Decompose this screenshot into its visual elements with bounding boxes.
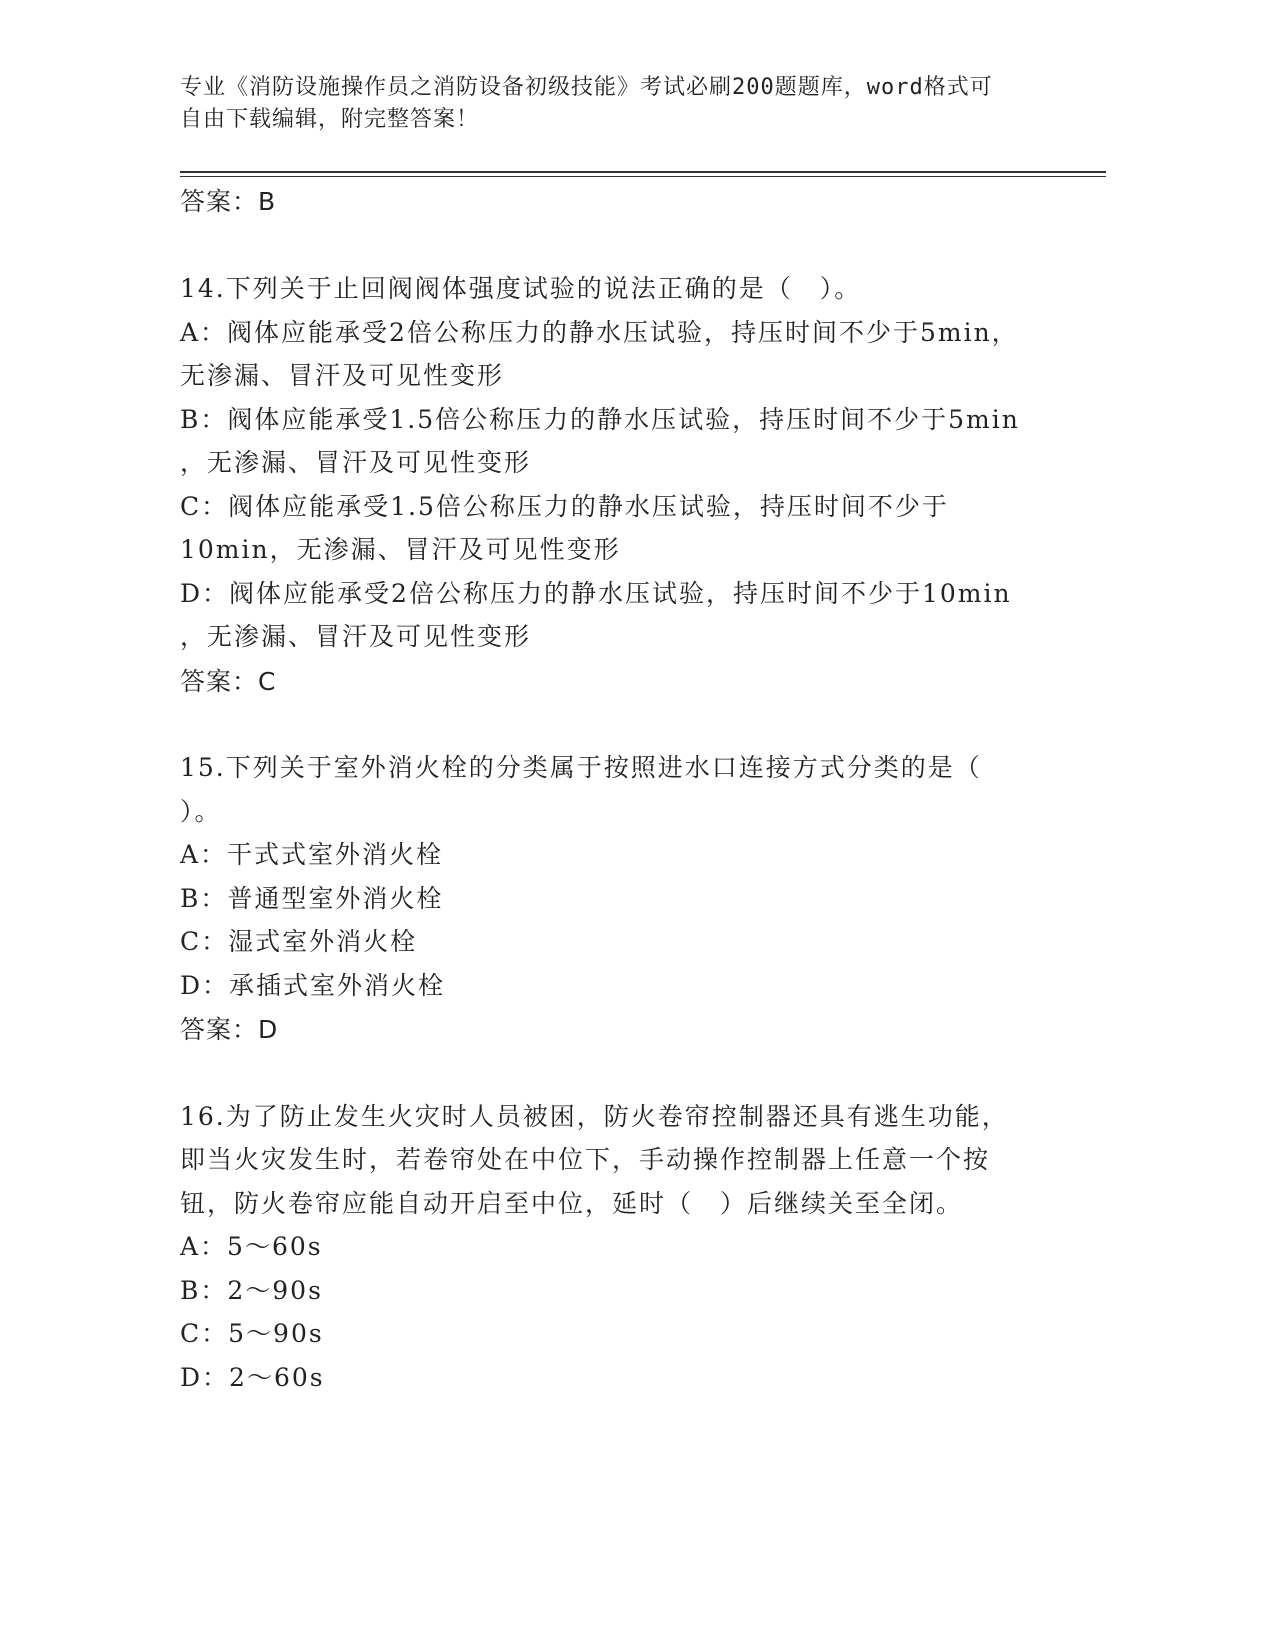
header-rule-thick [180, 171, 1106, 173]
question-16-option-b: B：2～90s [180, 1276, 323, 1305]
question-16-stem-line-1: 16.为了防止发生火灾时人员被困，防火卷帘控制器还具有逃生功能， [180, 1102, 1009, 1131]
header-line-2: 自由下载编辑，附完整答案！ [180, 107, 480, 132]
question-14-stem: 14.下列关于止回阀阀体强度试验的说法正确的是（ ）。 [180, 274, 862, 303]
header-line-1: 专业《消防设施操作员之消防设备初级技能》考试必刷200题题库，word格式可 [180, 75, 993, 100]
question-16-option-c: C：5～90s [180, 1319, 324, 1348]
question-15-stem-line-1: 15.下列关于室外消火栓的分类属于按照进水口连接方式分类的是（ [180, 753, 982, 782]
question-15-option-a: A：干式式室外消火栓 [180, 840, 444, 869]
document-header [180, 72, 1040, 136]
question-14-option-c-line-1: C：阀体应能承受1.5倍公称压力的静水压试验，持压时间不少于 [180, 492, 949, 521]
answer-q14: 答案：C [180, 667, 277, 696]
question-14-option-d-line-2: ，无渗漏、冒汗及可见性变形 [180, 622, 532, 651]
question-15-option-c: C：湿式室外消火栓 [180, 927, 418, 956]
question-14-option-b-line-2: ，无渗漏、冒汗及可见性变形 [180, 448, 532, 477]
question-15-option-b: B：普通型室外消火栓 [180, 884, 444, 913]
question-14-option-b-line-1: B：阀体应能承受1.5倍公称压力的静水压试验，持压时间不少于5min [180, 405, 1020, 434]
answer-q13: 答案：B [180, 187, 277, 216]
question-16-stem-line-3: 钮，防火卷帘应能自动开启至中位，延时（ ）后继续关至全闭。 [180, 1189, 964, 1218]
question-14-option-c-line-2: 10min，无渗漏、冒汗及可见性变形 [180, 535, 621, 564]
question-15-stem-line-2: ）。 [180, 797, 222, 826]
question-15-option-d: D：承插式室外消火栓 [180, 971, 446, 1000]
question-16-option-a: A：5～60s [180, 1232, 323, 1261]
question-16-option-d: D：2～60s [180, 1363, 325, 1392]
answer-q15: 答案：D [180, 1015, 279, 1044]
question-16-stem-line-2: 即当火灾发生时，若卷帘处在中位下，手动操作控制器上任意一个按 [180, 1145, 991, 1174]
question-14-option-d-line-1: D：阀体应能承受2倍公称压力的静水压试验，持压时间不少于10min [180, 579, 1012, 608]
question-14-option-a-line-1: A：阀体应能承受2倍公称压力的静水压试验，持压时间不少于5min， [180, 318, 1019, 347]
header-rule-thin [180, 176, 1106, 177]
question-14-option-a-line-2: 无渗漏、冒汗及可见性变形 [180, 361, 505, 390]
